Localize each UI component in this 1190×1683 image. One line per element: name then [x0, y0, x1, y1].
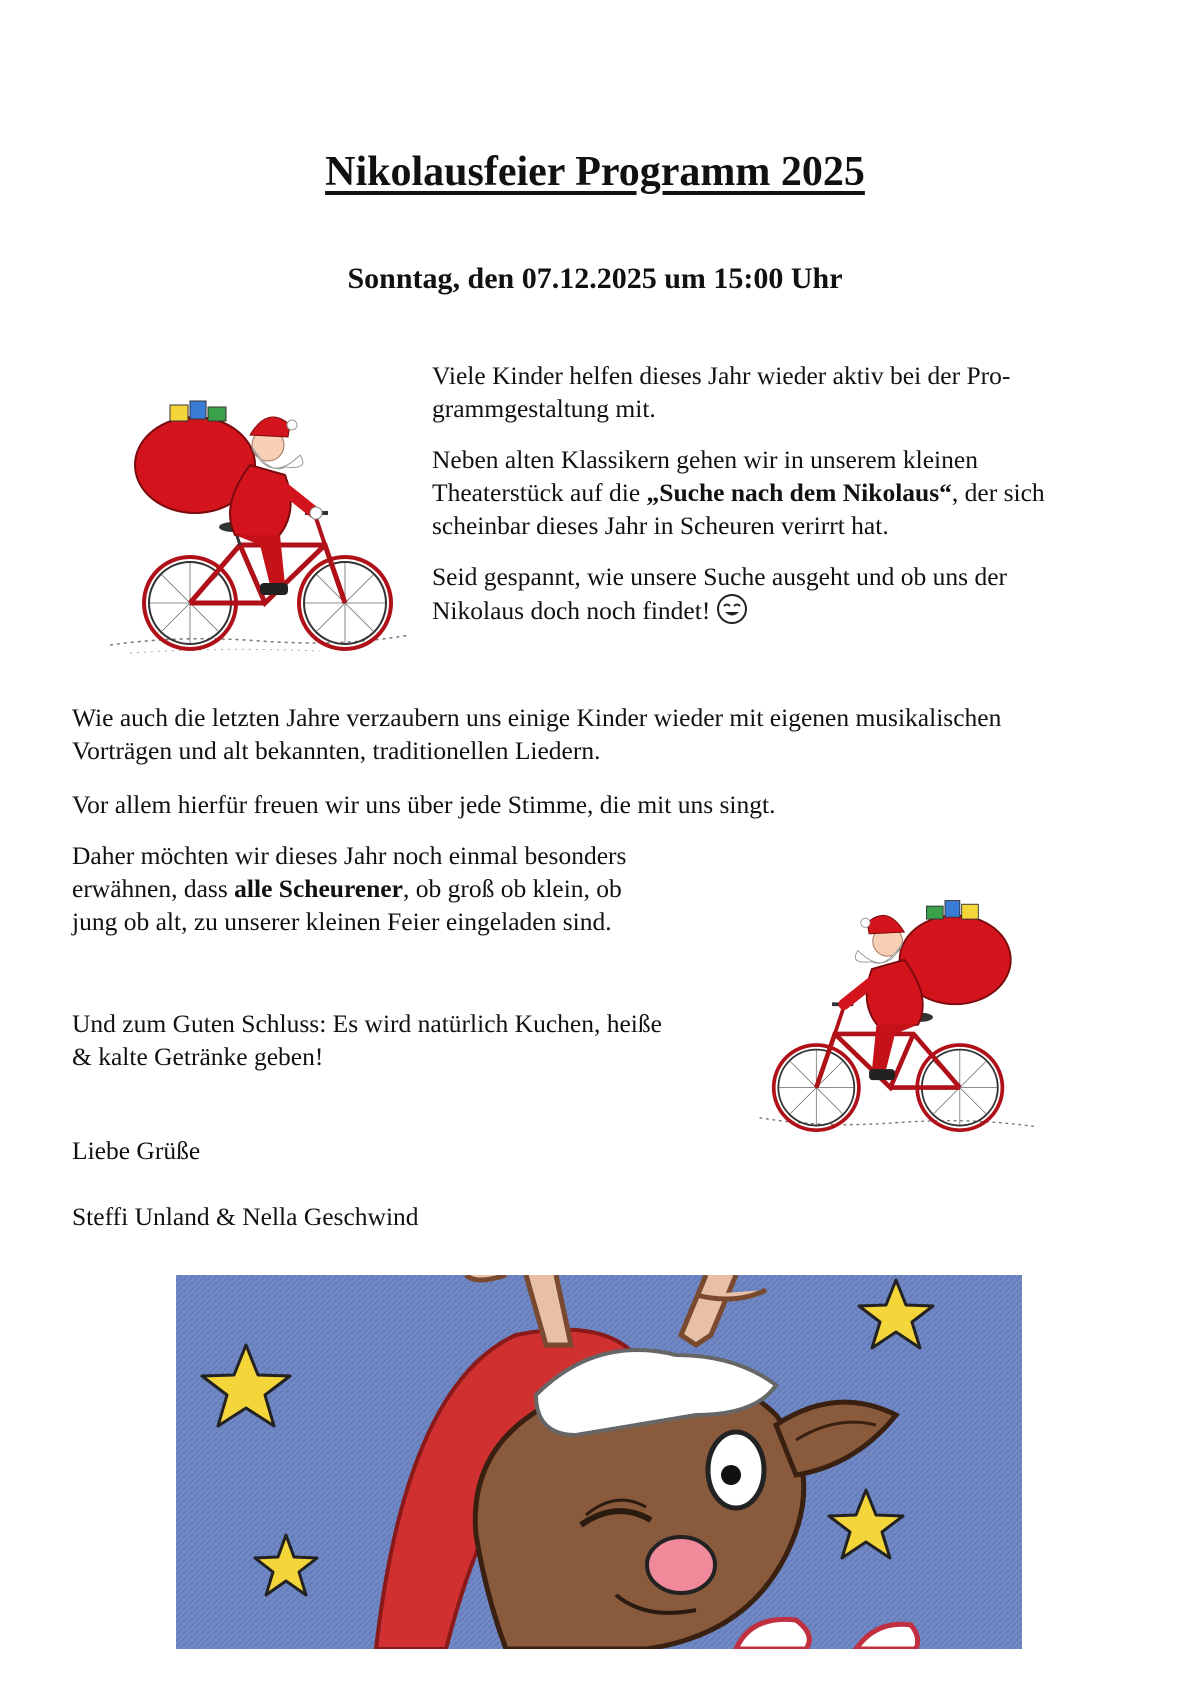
greeting: Liebe Grüße — [72, 1136, 201, 1165]
intro-paragraph-1: Viele Kinder helfen dieses Jahr wieder aktiv bei der Pro- grammgestaltung mit. — [432, 361, 1011, 423]
santa-bicycle-icon — [100, 395, 420, 665]
food-paragraph: Und zum Guten Schluss: Es wird natürlich Kuchen, heiße & kalte Getränke geben! — [72, 1009, 662, 1071]
winking-smiley-icon — [716, 593, 748, 633]
reindeer-picture — [176, 1275, 1022, 1649]
reindeer-icon — [176, 1275, 1022, 1649]
invite-paragraph: Daher möchten wir dieses Jahr noch einmal besonders erwähnen, dass alle Scheurener, ob groß ob klein, ob jung ob alt, zu unserer kleinen Feier eingeladen sind. — [72, 841, 627, 936]
santa-bicycle-icon — [745, 895, 1045, 1145]
signature: Steffi Unland & Nella Geschwind — [72, 1202, 419, 1231]
santa-bicycle-left — [100, 395, 420, 665]
event-date: Sonntag, den 07.12.2025 um 15:00 Uhr — [347, 262, 843, 295]
music-paragraph: Wie auch die letzten Jahre verzaubern uns einige Kinder wieder mit eigenen musikalischen Vorträgen und alt bekannten, traditionellen Liedern. — [72, 703, 1002, 765]
page-title: Nikolausfeier Programm 2025 — [325, 149, 865, 195]
santa-bicycle-right — [745, 895, 1045, 1145]
intro-paragraph-2: Neben alten Klassikern gehen wir in unserem kleinen Theaterstück auf die „Suche nach dem Nikolaus“, der sich scheinbar dieses Jahr in Scheuren verirrt hat. — [432, 445, 1045, 540]
invite-highlight: alle Scheurener — [234, 874, 403, 903]
play-title: „Suche nach dem Nikolaus“ — [646, 478, 952, 507]
intro-paragraph-3: Seid gespannt, wie unsere Suche ausgeht und ob uns der Nikolaus doch noch findet! — [432, 560, 1132, 633]
voice-paragraph: Vor allem hierfür freuen wir uns über jede Stimme, die mit uns singt. — [72, 790, 776, 819]
